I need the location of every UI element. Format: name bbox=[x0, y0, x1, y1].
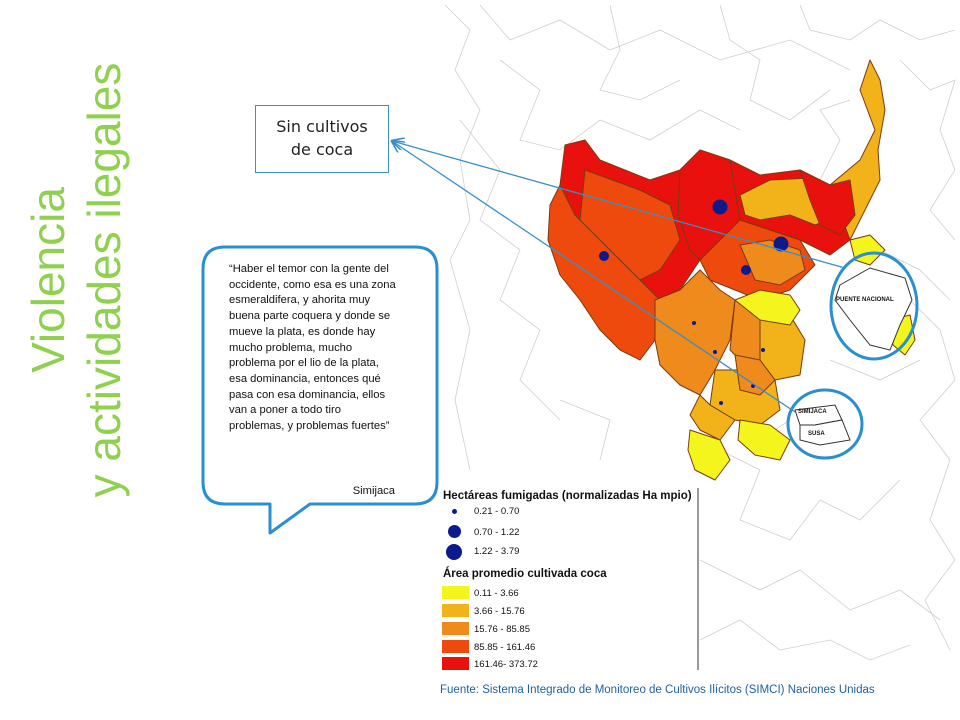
legend-fumigation-row bbox=[441, 525, 691, 541]
map-label-simijaca: SIMIJACA bbox=[798, 409, 827, 415]
fumigation-dot bbox=[713, 350, 717, 354]
fumigation-dot bbox=[692, 321, 696, 325]
callout-no-coca bbox=[255, 105, 389, 173]
legend-label: 0.11 - 3.66 bbox=[474, 588, 519, 599]
reference-municipalities bbox=[795, 268, 912, 445]
source-caption: Fuente: Sistema Integrado de Monitoreo de Cultivos Ilícitos (SIMCI) Naciones Unidas bbox=[440, 684, 875, 696]
map-legend bbox=[441, 487, 697, 670]
map-label-susa: SUSA bbox=[808, 431, 825, 437]
title-line1: Violencia bbox=[22, 187, 74, 373]
title-line2: y actividades ilegales bbox=[78, 62, 130, 498]
callout-line2: de coca bbox=[290, 140, 354, 159]
legend-label: 0.70 - 1.22 bbox=[474, 527, 520, 538]
quote-source: Simijaca bbox=[352, 485, 395, 497]
legend-swatch bbox=[442, 604, 469, 617]
callout-line1: Sin cultivos bbox=[276, 117, 368, 136]
legend-swatch bbox=[442, 586, 469, 599]
legend-swatch bbox=[442, 657, 469, 670]
legend-dot-medium-icon bbox=[448, 525, 461, 538]
legend-coca-row bbox=[441, 640, 691, 656]
legend-coca-row bbox=[441, 622, 691, 638]
legend-coca-title: Área promedio cultivada coca bbox=[443, 568, 607, 580]
legend-dot-small-icon bbox=[452, 509, 457, 514]
fumigation-dot bbox=[713, 200, 728, 215]
muni-yellow-south bbox=[688, 430, 730, 480]
legend-label: 85.85 - 161.46 bbox=[474, 642, 536, 653]
fumigation-dot bbox=[719, 401, 723, 405]
legend-fumigation-row bbox=[441, 544, 691, 560]
map-label-puente-nacional: PUENTE NACIONAL bbox=[836, 297, 894, 303]
legend-fumigation-title: Hectáreas fumigadas (normalizadas Ha mpio) bbox=[443, 490, 692, 502]
legend-swatch bbox=[442, 622, 469, 635]
legend-label: 1.22 - 3.79 bbox=[474, 546, 520, 557]
legend-dot-large-icon bbox=[446, 544, 462, 560]
legend-coca-row bbox=[441, 586, 691, 602]
legend-swatch bbox=[442, 640, 469, 653]
muni-east-yellow bbox=[850, 235, 885, 265]
title bbox=[20, 30, 150, 530]
legend-label: 161.46- 373.72 bbox=[474, 659, 538, 670]
legend-label: 3.66 - 15.76 bbox=[474, 606, 525, 617]
legend-coca-row bbox=[441, 657, 691, 673]
quote-text: “Haber el temor con la gente del occidente, como esa es una zona esmeraldifera, y ahorita muy buena parte coquera y donde se mueve la plata, es donde hay mucho problema, mucho problema por el lio de la plata, esa dominancia, entonces qué pasa con esa dominancia, ellos van a poner a todo tiro problemas, y problemas fuertes” bbox=[229, 263, 396, 433]
legend-label: 15.76 - 85.85 bbox=[474, 624, 530, 635]
fumigation-dot bbox=[761, 348, 765, 352]
legend-fumigation-row bbox=[441, 506, 691, 522]
muni-yellow-southeast bbox=[738, 420, 790, 460]
title-block bbox=[20, 30, 150, 530]
fumigation-dot bbox=[741, 265, 751, 275]
legend-label: 0.21 - 0.70 bbox=[474, 506, 520, 517]
legend-coca-row bbox=[441, 604, 691, 620]
fumigation-dot bbox=[599, 251, 609, 261]
